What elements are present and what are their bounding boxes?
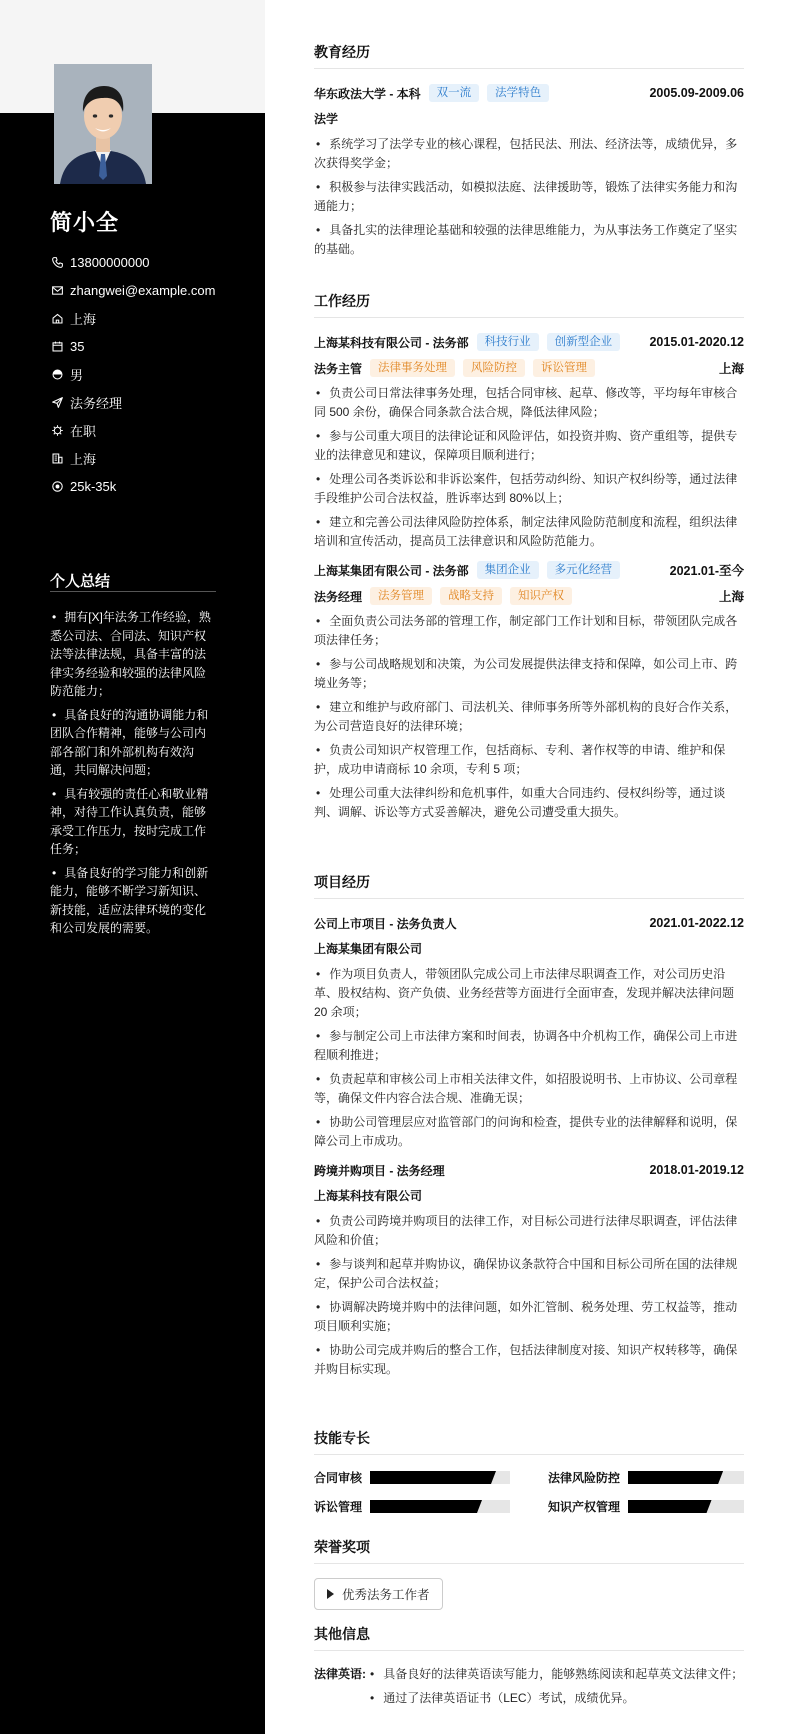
education-date: 2005.09-2009.06	[649, 86, 744, 100]
summary-title: 个人总结	[50, 573, 111, 590]
projects-title: 项目经历	[314, 872, 744, 899]
summary-item: • 具备良好的沟通协调能力和团队合作精神，能够与公司内部各部门和外部机构有效沟通，共同解决问题；	[50, 706, 216, 780]
project-name: 公司上市项目 - 法务负责人	[314, 916, 457, 931]
info-position-text: 法务经理	[70, 395, 123, 411]
other-title: 其他信息	[314, 1624, 744, 1651]
project-bullet: • 协助公司管理层应对监管部门的问询和检查，提供专业的法律解释和说明，保障公司上市成功。	[314, 1113, 744, 1151]
job-role-row	[314, 358, 744, 378]
job-entry	[314, 560, 744, 822]
company-tag: 创新型企业	[547, 333, 621, 351]
role-tag: 战略支持	[440, 587, 502, 605]
info-status	[50, 416, 215, 444]
project-bullet: • 协调解决跨境并购中的法律问题，如外汇管制、税务处理、劳工权益等，推动项目顺利实施；	[314, 1298, 744, 1336]
avatar-portrait	[54, 64, 152, 184]
job-bullet: • 建立和完善公司法律风险防控体系，制定法律风险防范制度和流程，组织法律培训和宣传活动，提高员工法律意识和风险防范能力。	[314, 513, 744, 551]
skill-name: 知识产权管理	[548, 1500, 621, 1514]
job-entry	[314, 332, 744, 551]
project-name: 跨境并购项目 - 法务经理	[314, 1163, 445, 1178]
info-work-city	[50, 444, 215, 472]
job-bullet: • 建立和维护与政府部门、司法机关、律师事务所等外部机构的良好合作关系，为公司营造良好的法律环境；	[314, 698, 744, 736]
project-bullet: • 协助公司完成并购后的整合工作，包括法律制度对接、知识产权转移等，确保并购目标实现。	[314, 1341, 744, 1379]
education-major: 法学	[314, 112, 339, 126]
building-icon	[50, 451, 64, 465]
info-phone	[50, 248, 215, 276]
project-entry	[314, 913, 744, 1151]
school-name: 华东政法大学 - 本科	[314, 86, 421, 101]
salary-icon	[50, 479, 64, 493]
job-bullet: • 参与公司战略规划和决策，为公司发展提供法律支持和保障，如公司上市、跨境业务等；	[314, 655, 744, 693]
job-date: 2015.01-2020.12	[649, 335, 744, 349]
info-status-text: 在职	[70, 423, 97, 439]
phone-icon	[50, 255, 64, 269]
school-tag: 法学特色	[487, 84, 549, 102]
work-title: 工作经历	[314, 291, 744, 318]
send-icon	[50, 395, 64, 409]
job-bullet: • 参与公司重大项目的法律论证和风险评估，如投资并购、资产重组等，提供专业的法律意见和建议，保障项目顺利进行；	[314, 427, 744, 465]
project-entry	[314, 1160, 744, 1379]
other-label: 法律英语:	[314, 1667, 366, 1681]
status-icon	[50, 423, 64, 437]
job-bullet: • 全面负责公司法务部的管理工作，制定部门工作计划和目标，带领团队完成各项法律任务；	[314, 612, 744, 650]
education-header	[314, 83, 744, 103]
info-gender	[50, 360, 215, 388]
award-item-label: 优秀法务工作者	[342, 1588, 430, 1602]
skill-item	[548, 1469, 744, 1486]
role-tag: 法律事务处理	[370, 359, 455, 377]
summary-item: • 具备良好的学习能力和创新能力，能够不断学习新知识、新技能，适应法律环境的变化和公司发展的需要。	[50, 864, 216, 938]
summary-list	[50, 608, 216, 943]
other-row	[314, 1665, 744, 1713]
job-header	[314, 560, 744, 580]
role-tag: 法务管理	[370, 587, 432, 605]
skills-title: 技能专长	[314, 1428, 744, 1455]
role-tag: 诉讼管理	[533, 359, 595, 377]
job-role: 法务经理	[314, 589, 363, 604]
project-org: 上海某科技有限公司	[314, 1189, 423, 1203]
info-work-city-text: 上海	[70, 451, 97, 467]
education-bullet: • 具备扎实的法律理论基础和较强的法律思维能力，为从事法务工作奠定了坚实的基础。	[314, 221, 744, 259]
play-icon	[327, 1589, 334, 1599]
job-bullets	[314, 384, 744, 551]
skill-item	[314, 1498, 510, 1515]
skill-name: 合同审核	[314, 1471, 363, 1485]
school-tag: 双一流	[429, 84, 480, 102]
skills-section	[314, 1428, 744, 1515]
job-date: 2021.01-至今	[669, 564, 744, 578]
job-bullet: • 负责公司日常法律事务处理，包括合同审核、起草、修改等，平均每年审核合同 500 余份，确保合同条款合法合规，降低法律风险；	[314, 384, 744, 422]
info-email-text: zhangwei@example.com	[70, 282, 216, 298]
job-company: 上海某集团有限公司 - 法务部	[314, 563, 469, 578]
gender-icon	[50, 367, 64, 381]
role-tag: 知识产权	[510, 587, 572, 605]
education-bullet: • 系统学习了法学专业的核心课程，包括民法、刑法、经济法等，成绩优异，多次获得奖学金；	[314, 135, 744, 173]
skill-fill	[370, 1471, 496, 1484]
info-gender-text: 男	[70, 367, 84, 383]
award-item-button[interactable]	[314, 1578, 443, 1610]
skill-bar	[628, 1500, 744, 1513]
skill-bar	[370, 1471, 510, 1484]
project-date: 2018.01-2019.12	[649, 1163, 744, 1177]
job-city: 上海	[718, 362, 744, 376]
info-location	[50, 304, 215, 332]
home-icon	[50, 311, 64, 325]
project-org: 上海某集团有限公司	[314, 942, 423, 956]
info-position	[50, 388, 215, 416]
skill-name: 法律风险防控	[548, 1471, 621, 1485]
projects-section	[314, 872, 744, 1384]
info-age	[50, 332, 215, 360]
project-date: 2021.01-2022.12	[649, 916, 744, 930]
skill-bar	[628, 1471, 744, 1484]
project-header	[314, 913, 744, 933]
info-age-text: 35	[70, 338, 85, 354]
company-tag: 多元化经营	[547, 561, 621, 579]
skill-fill	[628, 1471, 723, 1484]
job-role-row	[314, 586, 744, 606]
skills-grid	[314, 1469, 744, 1515]
profile-name: 简小全	[50, 210, 120, 235]
work-section	[314, 291, 744, 827]
info-email	[50, 276, 215, 304]
project-bullet: • 作为项目负责人，带领团队完成公司上市法律尽职调查工作，对公司历史沿革、股权结构、资产负债、业务经营等方面进行全面审查，发现并解决法律问题 20 余项；	[314, 965, 744, 1022]
summary-item: • 拥有[X]年法务工作经验，熟悉公司法、合同法、知识产权法等法律法规，具备丰富的法律实务经验和较强的法律风险防范能力；	[50, 608, 216, 701]
awards-section	[314, 1537, 744, 1610]
company-tag: 科技行业	[477, 333, 539, 351]
project-bullet: • 参与制定公司上市法律方案和时间表，协调各中介机构工作，确保公司上市进程顺利推进；	[314, 1027, 744, 1065]
other-list	[368, 1665, 744, 1713]
sidebar	[0, 0, 265, 1734]
education-section	[314, 42, 744, 264]
skill-item	[548, 1498, 744, 1515]
project-bullet: • 参与谈判和起草并购协议，确保协议条款符合中国和目标公司所在国的法律规定，保护公司合法权益；	[314, 1255, 744, 1293]
skill-item	[314, 1469, 510, 1486]
project-bullets	[314, 1212, 744, 1379]
info-location-text: 上海	[70, 311, 97, 327]
job-header	[314, 332, 744, 352]
job-role: 法务主管	[314, 361, 363, 376]
info-salary-text: 25k-35k	[70, 478, 117, 494]
info-phone-text: 13800000000	[70, 254, 150, 270]
project-header	[314, 1160, 744, 1180]
calendar-icon	[50, 339, 64, 353]
other-item: • 具备良好的法律英语读写能力，能够熟练阅读和起草英文法律文件；	[368, 1665, 744, 1684]
other-item: • 通过了法律英语证书（LEC）考试，成绩优异。	[368, 1689, 744, 1708]
project-bullets	[314, 965, 744, 1151]
job-bullets	[314, 612, 744, 822]
mail-icon	[50, 283, 64, 297]
info-salary	[50, 472, 215, 500]
skill-bar	[370, 1500, 510, 1513]
project-bullet: • 负责起草和审核公司上市相关法律文件，如招股说明书、上市协议、公司章程等，确保文件内容合法合规、准确无误；	[314, 1070, 744, 1108]
skill-fill	[628, 1500, 712, 1513]
job-company: 上海某科技有限公司 - 法务部	[314, 335, 469, 350]
summary-item: • 具有较强的责任心和敬业精神，对待工作认真负责，能够承受工作压力，按时完成工作任务；	[50, 785, 216, 859]
skill-fill	[370, 1500, 482, 1513]
summary-divider	[50, 591, 216, 592]
job-bullet: • 处理公司重大法律纠纷和危机事件，如重大合同违约、侵权纠纷等，通过谈判、调解、诉讼等方式妥善解决，避免公司遭受重大损失。	[314, 784, 744, 822]
education-bullet: • 积极参与法律实践活动，如模拟法庭、法律援助等，锻炼了法律实务能力和沟通能力；	[314, 178, 744, 216]
job-bullet: • 负责公司知识产权管理工作，包括商标、专利、著作权等的申请、维护和保护，成功申请商标 10 余项，专利 5 项；	[314, 741, 744, 779]
avatar	[54, 64, 152, 184]
job-city: 上海	[718, 590, 744, 604]
other-section	[314, 1624, 744, 1713]
awards-title: 荣誉奖项	[314, 1537, 744, 1564]
education-bullets	[314, 135, 744, 259]
role-tag: 风险防控	[463, 359, 525, 377]
company-tag: 集团企业	[477, 561, 539, 579]
skill-name: 诉讼管理	[314, 1500, 363, 1514]
job-bullet: • 处理公司各类诉讼和非诉讼案件，包括劳动纠纷、知识产权纠纷等，通过法律手段维护公司合法权益，胜诉率达到 80%以上；	[314, 470, 744, 508]
contact-info-list	[50, 248, 215, 500]
education-title: 教育经历	[314, 42, 744, 69]
project-bullet: • 负责公司跨境并购项目的法律工作，对目标公司进行法律尽职调查，评估法律风险和价值；	[314, 1212, 744, 1250]
